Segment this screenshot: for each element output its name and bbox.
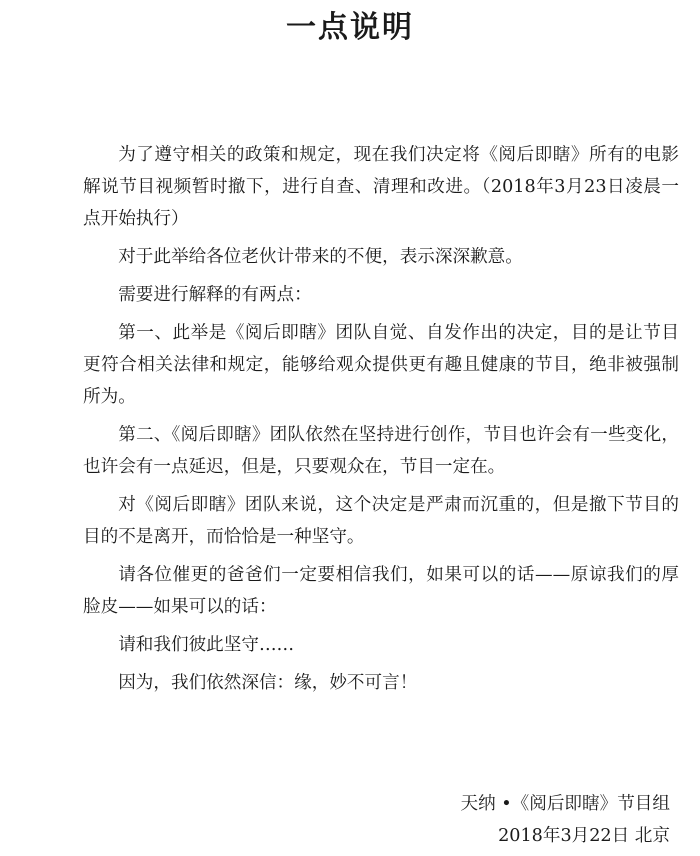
paragraph-9: 因为，我们依然深信：缘，妙不可言！ <box>118 673 418 693</box>
document-body <box>83 139 679 705</box>
paragraph-3: 需要进行解释的有两点： <box>118 285 312 305</box>
signature-team: 天纳 •《阅后即瞎》节目组 <box>460 794 670 814</box>
signature-date-place: 2018年3月22日 北京 <box>498 826 670 846</box>
paragraph-7: 请各位催更的爸爸们一定要相信我们，如果可以的话——原谅我们的厚脸皮——如果可以的话： <box>83 565 679 617</box>
signature-block <box>460 788 670 852</box>
paragraph-8: 请和我们彼此坚守…… <box>118 635 295 655</box>
paragraph-5: 第二、《阅后即瞎》团队依然在坚持进行创作，节目也许会有一些变化，也许会有一点延迟，但是，只要观众在，节目一定在。 <box>83 425 679 477</box>
paragraph-2: 对于此举给各位老伙计带来的不便，表示深深歉意。 <box>118 247 523 267</box>
paragraph-6: 对《阅后即瞎》团队来说，这个决定是严肃而沉重的，但是撤下节目的目的不是离开，而恰恰是一种坚守。 <box>83 495 679 547</box>
paragraph-4: 第一、此举是《阅后即瞎》团队自觉、自发作出的决定，目的是让节目更符合相关法律和规定，能够给观众提供更有趣且健康的节目，绝非被强制所为。 <box>83 323 679 407</box>
paragraph-1: 为了遵守相关的政策和规定，现在我们决定将《阅后即瞎》所有的电影解说节目视频暂时撤下，进行自查、清理和改进。（2018年3月23日凌晨一点开始执行） <box>83 145 679 229</box>
document-title: 一点说明 <box>286 10 414 45</box>
